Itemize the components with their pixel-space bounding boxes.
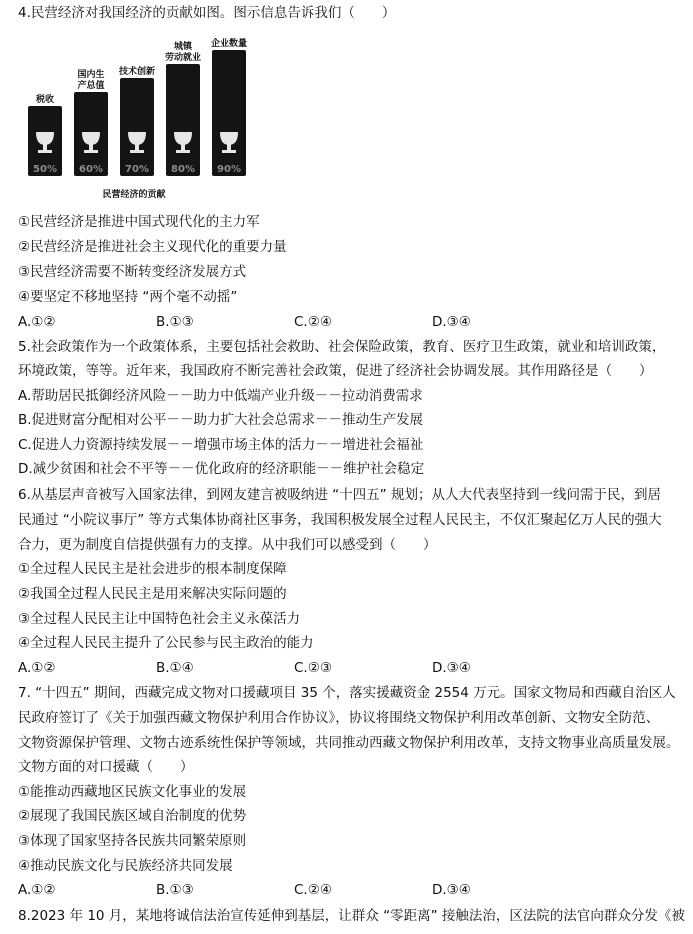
trophy-base — [176, 150, 190, 153]
q7-option-4: ④推动民族文化与民族经济共同发展 — [18, 858, 233, 874]
q6-stem-line-3: 合力，更为制度自信提供强有力的支撑。从中我们可以感受到（ ） — [18, 537, 437, 553]
bar-group-1 — [28, 93, 62, 176]
bar-category-label: 产总值 — [77, 81, 105, 91]
q6-option-3: ③全过程人民民主让中国特色社会主义永葆活力 — [18, 611, 301, 627]
q7-stem-line-3: 文物资源保护管理、文物古迹系统性保护等领域，共同推动西藏文物保护利用改革，支持文物事业高质量发展。 — [18, 735, 680, 751]
q7-option-1: ①能推动西藏地区民族文化事业的发展 — [18, 784, 247, 800]
q4-choice-b[interactable]: B.①③ — [156, 314, 194, 330]
q4-choice-a[interactable]: A.①② — [18, 314, 56, 330]
q4-chart-svg — [18, 26, 250, 206]
q4-stem: 4.民营经济对我国经济的贡献如图。图示信息告诉我们（ ） — [18, 5, 396, 21]
q4-option-1: ①民营经济是推进中国式现代化的主力军 — [18, 214, 260, 230]
q7-choice-b[interactable]: B.①③ — [156, 882, 194, 898]
q6-option-4: ④全过程人民民主提升了公民参与民主政治的能力 — [18, 635, 314, 651]
q5-choice-c[interactable]: C.促进人力资源持续发展－－增强市场主体的活力－－增进社会福祉 — [18, 437, 424, 453]
q6-option-2: ②我国全过程人民民主是用来解决实际问题的 — [18, 586, 287, 602]
q4-choice-c[interactable]: C.②④ — [294, 314, 332, 330]
q4-chart-caption: 民营经济的贡献 — [102, 190, 166, 200]
bar-value-label: 50% — [33, 164, 57, 175]
bar — [166, 64, 200, 176]
trophy-stem — [89, 144, 93, 150]
q4-option-4: ④要坚定不移地坚持 “两个毫不动摇” — [18, 289, 238, 305]
q7-stem-line-4: 文物方面的对口援藏（ ） — [18, 759, 194, 775]
trophy-base — [38, 150, 52, 153]
bar-category-label: 技术创新 — [118, 67, 156, 77]
bar-value-label: 70% — [125, 164, 149, 175]
q7-stem-line-2: 民政府签订了《关于加强西藏文物保护利用合作协议》，协议将围绕文物保护利用改革创新、文物安全防范、 — [18, 710, 660, 726]
q4-option-2: ②民营经济是推进社会主义现代化的重要力量 — [18, 239, 287, 255]
q5-choice-a[interactable]: A.帮助居民抵御经济风险－－助力中低端产业升级－－拉动消费需求 — [18, 388, 423, 404]
bar-value-label: 60% — [79, 164, 103, 175]
q6-option-1: ①全过程人民民主是社会进步的根本制度保障 — [18, 561, 287, 577]
trophy-stem — [227, 144, 231, 150]
q7-option-2: ②展现了我国民族区域自治制度的优势 — [18, 808, 247, 824]
q4-chart — [18, 26, 250, 206]
bar — [212, 50, 246, 176]
q7-choice-d[interactable]: D.③④ — [432, 882, 471, 898]
q6-choice-b[interactable]: B.①④ — [156, 660, 194, 676]
q4-choice-d[interactable]: D.③④ — [432, 314, 471, 330]
q5-choice-d[interactable]: D.减少贫困和社会不平等－－优化政府的经济职能－－维护社会稳定 — [18, 461, 425, 477]
bar-category-label: 城镇 — [173, 42, 193, 52]
bar — [120, 78, 154, 176]
q4-option-3: ③民营经济需要不断转变经济发展方式 — [18, 264, 247, 280]
q8-stem: 8.2023 年 10 月，某地将诚信法治宣传延伸到基层，让群众 “零距离” 接触法治，区法院的法官向群众分发《被 — [18, 908, 685, 924]
q6-stem-line-1: 6.从基层声音被写入国家法律，到网友建言被吸纳进 “十四五” 规划；从人大代表坚持到一线问需于民，到居 — [18, 487, 661, 503]
trophy-base — [222, 150, 236, 153]
q6-choice-a[interactable]: A.①② — [18, 660, 56, 676]
q6-stem-line-2: 民通过 “小院议事厅” 等方式集体协商社区事务，我国积极发展全过程人民民主，不仅汇聚起亿万人民的强大 — [18, 512, 662, 528]
bar-group-3 — [118, 65, 155, 176]
trophy-stem — [181, 144, 185, 150]
bar-group-4 — [165, 40, 201, 176]
trophy-stem — [43, 144, 47, 150]
bar-value-label: 80% — [171, 164, 195, 175]
q7-choice-a[interactable]: A.①② — [18, 882, 56, 898]
bar-category-label: 税收 — [35, 95, 55, 105]
bar-group-2 — [74, 68, 108, 176]
q6-choice-d[interactable]: D.③④ — [432, 660, 471, 676]
q7-stem-line-1: 7. “十四五” 期间，西藏完成文物对口援藏项目 35 个，落实援藏资金 2554 万元。国家文物局和西藏自治区人 — [18, 685, 676, 701]
trophy-base — [84, 150, 98, 153]
q6-choice-c[interactable]: C.②③ — [294, 660, 332, 676]
bar-category-label: 国内生 — [77, 70, 105, 80]
trophy-stem — [135, 144, 139, 150]
q5-stem-line-2: 环境政策，等等。近年来，我国政府不断完善社会政策，促进了经济社会协调发展。其作用路径是（ ） — [18, 363, 653, 379]
bar-group-5 — [211, 37, 247, 176]
q5-choice-b[interactable]: B.促进财富分配相对公平－－助力扩大社会总需求－－推动生产发展 — [18, 412, 424, 428]
trophy-base — [130, 150, 144, 153]
bar-value-label: 90% — [217, 164, 241, 175]
bar-category-label: 劳动就业 — [164, 53, 202, 63]
q7-choice-c[interactable]: C.②④ — [294, 882, 332, 898]
q7-option-3: ③体现了国家坚持各民族共同繁荣原则 — [18, 833, 247, 849]
bar-category-label: 企业数量 — [210, 39, 248, 49]
q5-stem-line-1: 5.社会政策作为一个政策体系，主要包括社会救助、社会保险政策，教育、医疗卫生政策，就业和培训政策， — [18, 339, 666, 355]
